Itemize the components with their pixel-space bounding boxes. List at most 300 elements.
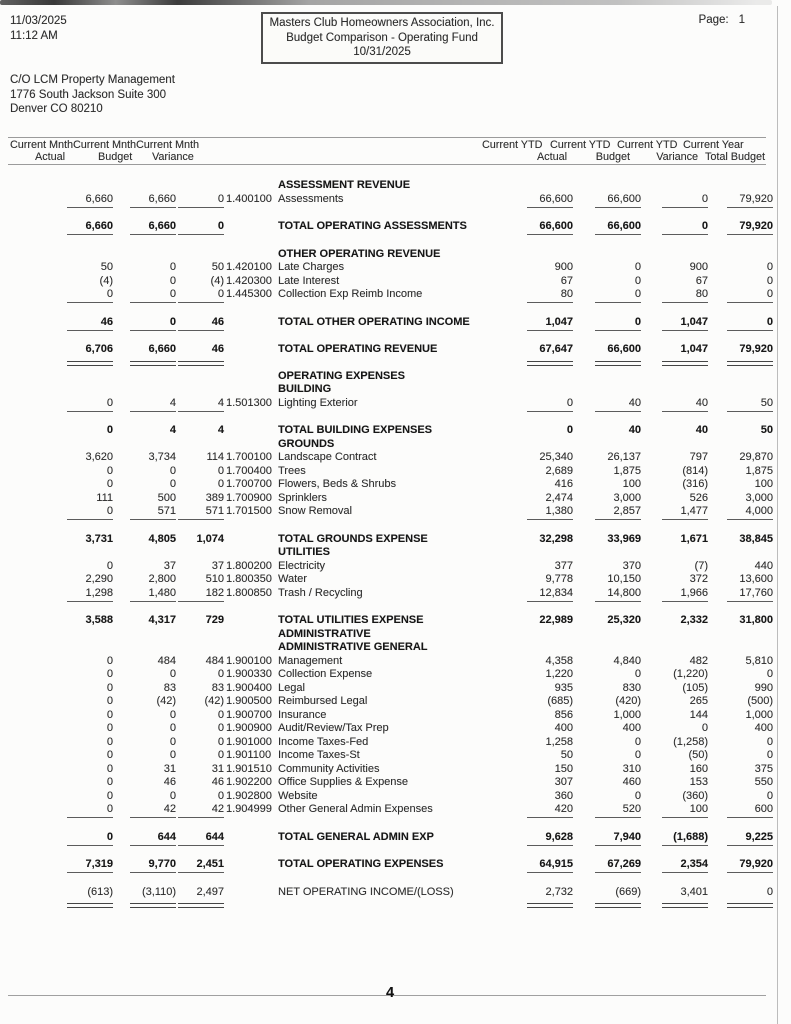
total-row xyxy=(8,220,773,234)
amount-cell xyxy=(489,899,573,912)
section-heading-row xyxy=(8,438,773,452)
amount-value: 50 xyxy=(727,397,773,412)
amount-cell xyxy=(708,722,773,735)
amount-cell xyxy=(708,357,773,370)
amount-cell xyxy=(8,899,113,912)
amount-value: 4,317 xyxy=(148,614,176,626)
amount-cell xyxy=(8,587,113,602)
amount-value: 0 xyxy=(634,749,641,761)
amount-value: 2,474 xyxy=(545,491,573,504)
amount-cell xyxy=(8,668,113,681)
report-name: Budget Comparison - Operating Fund xyxy=(286,31,478,44)
amount-cell xyxy=(573,858,641,873)
amount-cell xyxy=(708,343,773,356)
amount-cell xyxy=(8,261,113,274)
amount-cell xyxy=(708,736,773,749)
amount-cell xyxy=(489,776,573,789)
amount-cell xyxy=(641,533,708,546)
amount-cell xyxy=(573,275,641,288)
amount-value: 0 xyxy=(217,668,224,680)
column-headers xyxy=(8,137,766,165)
amount-value: 6,706 xyxy=(85,343,113,355)
account-code: 1.400100 xyxy=(226,192,272,205)
amount-cell xyxy=(708,709,773,722)
amount-value: 0 xyxy=(106,789,113,802)
amount-cell xyxy=(573,682,641,695)
amount-cell xyxy=(8,763,113,776)
account-code: 1.902800 xyxy=(226,789,272,802)
account-code: 1.445300 xyxy=(226,288,272,300)
total-label-cell xyxy=(224,424,489,437)
account-row xyxy=(8,261,773,275)
account-row xyxy=(8,465,773,479)
amount-value: 182 xyxy=(178,587,224,602)
report-title-box xyxy=(261,12,503,64)
amount-value: (42) xyxy=(156,695,176,707)
amount-cell xyxy=(8,397,113,412)
amount-cell xyxy=(113,695,176,708)
amount-cell xyxy=(708,614,773,627)
amount-value: 526 xyxy=(689,491,708,504)
amount-value: 0 xyxy=(169,708,176,721)
amount-cell xyxy=(489,357,573,370)
amount-cell xyxy=(113,533,176,546)
footer-page-number: 4 xyxy=(386,985,395,1001)
amount-value: 990 xyxy=(754,681,773,694)
total-row xyxy=(8,316,773,330)
amount-cell xyxy=(113,736,176,749)
amount-cell xyxy=(641,790,708,803)
amount-value: 5,810 xyxy=(745,654,773,667)
amount-value: 0 xyxy=(106,749,113,761)
amount-value: 482 xyxy=(689,654,708,667)
amount-value: 1,047 xyxy=(680,343,708,355)
double-rule xyxy=(595,903,641,908)
account-cell xyxy=(224,763,489,776)
amount-cell xyxy=(113,858,176,873)
amount-value: 40 xyxy=(595,397,641,412)
account-code: 1.701500 xyxy=(226,505,272,517)
amount-value: 0 xyxy=(67,288,113,303)
amount-value: 856 xyxy=(554,708,573,721)
section-label: GROUNDS xyxy=(278,437,335,450)
amount-cell xyxy=(113,478,176,491)
account-cell xyxy=(224,695,489,708)
amount-cell xyxy=(573,560,641,573)
amount-value: 1,047 xyxy=(527,316,573,331)
amount-cell xyxy=(573,776,641,789)
amount-cell xyxy=(8,357,113,370)
amount-value: 46 xyxy=(163,776,176,788)
amount-value: 0 xyxy=(106,776,113,788)
section-label: UTILITIES xyxy=(278,546,330,558)
section-heading-row xyxy=(8,179,773,193)
amount-cell xyxy=(8,533,113,546)
amount-value: 10,150 xyxy=(607,573,641,585)
amount-value: 4 xyxy=(130,397,176,412)
amount-value: 66,600 xyxy=(527,193,573,208)
amount-cell xyxy=(8,424,113,437)
amount-cell xyxy=(8,655,113,668)
amount-cell xyxy=(8,749,113,762)
amount-value: 4,840 xyxy=(613,654,641,667)
amount-value: 0 xyxy=(766,274,773,287)
double-rule xyxy=(662,361,708,366)
amount-value: 50 xyxy=(760,424,773,436)
association-name: Masters Club Homeowners Association, Inc. xyxy=(269,17,495,29)
amount-value: 0 xyxy=(217,478,224,490)
amount-value: (3,110) xyxy=(141,885,176,898)
amount-cell xyxy=(641,886,708,899)
amount-cell xyxy=(708,858,773,873)
amount-cell xyxy=(489,424,573,437)
amount-cell xyxy=(113,790,176,803)
amount-cell xyxy=(708,316,773,331)
amount-value: 50 xyxy=(560,749,573,761)
amount-value: 32,298 xyxy=(539,532,573,545)
amount-cell xyxy=(641,343,708,356)
amount-value: 46 xyxy=(178,316,224,331)
account-cell xyxy=(224,736,489,749)
amount-cell xyxy=(489,193,573,208)
amount-value: 6,660 xyxy=(130,193,176,208)
double-rule xyxy=(130,903,176,908)
amount-cell xyxy=(641,357,708,370)
amount-value: 6,660 xyxy=(148,343,176,355)
row-spacer xyxy=(8,519,773,533)
col-header-mnth-variance: Variance xyxy=(152,151,194,163)
amount-value: 100 xyxy=(662,803,708,818)
amount-cell xyxy=(708,831,773,846)
amount-value: 440 xyxy=(754,559,773,572)
amount-value: 4 xyxy=(217,424,224,436)
amount-value: 0 xyxy=(169,274,176,287)
amount-value: 67 xyxy=(560,274,573,287)
amount-value: 460 xyxy=(622,776,641,788)
amount-value: 31,800 xyxy=(739,614,773,626)
account-code: 1.901000 xyxy=(226,735,272,748)
amount-cell xyxy=(708,451,773,464)
amount-value: 67 xyxy=(695,274,708,287)
amount-value: 0 xyxy=(106,695,113,707)
amount-value: 1,380 xyxy=(527,505,573,520)
amount-value: 0 xyxy=(662,220,708,235)
col-header-mnth-budget-top: Current Mnth xyxy=(73,139,137,151)
account-cell xyxy=(224,451,489,464)
amount-cell xyxy=(113,682,176,695)
amount-value: 79,920 xyxy=(727,858,773,873)
amount-cell xyxy=(708,492,773,505)
amount-cell xyxy=(8,695,113,708)
col-header-mnth-budget: Budget xyxy=(98,151,133,163)
amount-value: 0 xyxy=(766,789,773,802)
amount-cell xyxy=(641,858,708,873)
amount-value: 0 xyxy=(566,424,573,436)
amount-cell xyxy=(641,682,708,695)
amount-cell xyxy=(573,655,641,668)
amount-value: 9,225 xyxy=(727,831,773,846)
amount-value: (105) xyxy=(682,681,708,694)
account-name: Other General Admin Expenses xyxy=(278,803,433,815)
amount-value: 571 xyxy=(130,505,176,520)
amount-value: 0 xyxy=(130,316,176,331)
amount-cell xyxy=(113,288,176,303)
total-row xyxy=(8,886,773,900)
account-cell xyxy=(224,749,489,762)
amount-value: 114 xyxy=(206,451,224,463)
amount-cell xyxy=(573,695,641,708)
amount-value: 0 xyxy=(217,722,224,734)
amount-cell xyxy=(573,886,641,899)
amount-cell xyxy=(113,424,176,437)
address-line-1: C/O LCM Property Management xyxy=(10,74,175,86)
amount-value: 6,660 xyxy=(130,220,176,235)
amount-cell xyxy=(176,749,224,762)
amount-cell xyxy=(176,261,224,274)
account-name: Trees xyxy=(278,464,306,477)
account-name: Assessments xyxy=(278,192,344,205)
amount-cell xyxy=(573,614,641,627)
account-name: Legal xyxy=(278,681,305,694)
amount-cell xyxy=(113,803,176,818)
amount-cell xyxy=(489,465,573,478)
amount-value: 153 xyxy=(689,776,708,788)
amount-value: 0 xyxy=(595,316,641,331)
amount-value: 29,870 xyxy=(739,451,773,463)
amount-value: 2,800 xyxy=(148,573,176,585)
section-label-cell xyxy=(224,370,489,383)
amount-cell xyxy=(8,343,113,356)
amount-cell xyxy=(8,316,113,331)
amount-cell xyxy=(489,478,573,491)
amount-cell xyxy=(113,614,176,627)
amount-value: 3,731 xyxy=(85,532,113,545)
amount-value: 6,660 xyxy=(67,220,113,235)
amount-cell xyxy=(489,803,573,818)
amount-cell xyxy=(641,424,708,437)
account-code: 1.900500 xyxy=(226,695,272,707)
account-code: 1.900700 xyxy=(226,708,272,721)
amount-value: 520 xyxy=(595,803,641,818)
amount-cell xyxy=(708,505,773,520)
account-row xyxy=(8,776,773,790)
amount-cell xyxy=(573,316,641,331)
row-spacer xyxy=(8,844,773,858)
total-label: TOTAL OTHER OPERATING INCOME xyxy=(278,315,470,328)
account-row xyxy=(8,193,773,207)
amount-value: (42) xyxy=(204,695,224,707)
amount-cell xyxy=(176,533,224,546)
amount-value: 0 xyxy=(67,831,113,846)
amount-value: (50) xyxy=(688,749,708,761)
account-code: 1.901100 xyxy=(226,749,272,761)
amount-cell xyxy=(573,478,641,491)
amount-cell xyxy=(489,858,573,873)
amount-cell xyxy=(8,831,113,846)
amount-cell xyxy=(113,587,176,602)
amount-cell xyxy=(176,587,224,602)
amount-cell xyxy=(573,668,641,681)
row-spacer xyxy=(8,329,773,343)
amount-value: 375 xyxy=(754,762,773,775)
amount-value: 0 xyxy=(67,397,113,412)
amount-value: 50 xyxy=(100,261,113,273)
amount-value: 144 xyxy=(689,708,708,721)
amount-value: 0 xyxy=(766,668,773,680)
amount-cell xyxy=(8,803,113,818)
row-spacer xyxy=(8,410,773,424)
amount-value: 7,319 xyxy=(67,858,113,873)
amount-cell xyxy=(176,397,224,412)
col-header-ytd-variance-top: Current YTD xyxy=(617,139,678,151)
amount-value: 0 xyxy=(217,789,224,802)
total-label-cell xyxy=(224,614,489,627)
account-code: 1.501300 xyxy=(226,396,272,409)
total-row xyxy=(8,533,773,547)
amount-value: 0 xyxy=(662,193,708,208)
amount-value: 0 xyxy=(106,559,113,572)
amount-value: 22,989 xyxy=(539,614,573,626)
amount-cell xyxy=(573,492,641,505)
report-datetime xyxy=(10,14,67,44)
amount-cell xyxy=(489,790,573,803)
section-label-cell xyxy=(224,641,489,654)
amount-cell xyxy=(573,505,641,520)
amount-value: 420 xyxy=(527,803,573,818)
amount-cell xyxy=(176,424,224,437)
amount-value: 360 xyxy=(554,789,573,802)
total-row xyxy=(8,343,773,357)
row-spacer xyxy=(8,234,773,248)
amount-cell xyxy=(489,573,573,586)
amount-cell xyxy=(708,573,773,586)
account-name: Audit/Review/Tax Prep xyxy=(278,722,389,734)
account-row xyxy=(8,763,773,777)
amount-value: 0 xyxy=(178,288,224,303)
amount-cell xyxy=(708,465,773,478)
amount-cell xyxy=(641,776,708,789)
account-cell xyxy=(224,492,489,505)
amount-cell xyxy=(176,736,224,749)
amount-value: 484 xyxy=(157,654,176,667)
amount-cell xyxy=(113,397,176,412)
amount-cell xyxy=(573,749,641,762)
amount-cell xyxy=(573,709,641,722)
total-label-cell xyxy=(224,220,489,233)
page-number xyxy=(699,14,745,26)
amount-value: 37 xyxy=(163,559,176,572)
amount-cell xyxy=(113,560,176,573)
account-name: Collection Expense xyxy=(278,668,373,680)
section-label: ADMINISTRATIVE xyxy=(278,627,371,640)
account-cell xyxy=(224,560,489,573)
amount-cell xyxy=(641,316,708,331)
amount-value: 0 xyxy=(766,261,773,273)
row-spacer xyxy=(8,302,773,316)
account-cell xyxy=(224,397,489,410)
amount-cell xyxy=(8,560,113,573)
amount-cell xyxy=(708,587,773,602)
account-cell xyxy=(224,587,489,600)
amount-value: 0 xyxy=(106,708,113,721)
account-row xyxy=(8,709,773,723)
amount-value: 3,620 xyxy=(85,451,113,463)
amount-value: 1,480 xyxy=(130,587,176,602)
section-label-cell xyxy=(224,546,489,559)
amount-value: 644 xyxy=(130,831,176,846)
amount-value: 830 xyxy=(622,681,641,694)
amount-value: 0 xyxy=(106,735,113,748)
account-code: 1.900100 xyxy=(226,654,272,667)
col-header-ytd-variance: Variance xyxy=(656,151,698,163)
amount-value: 2,497 xyxy=(196,885,224,898)
amount-value: 4,805 xyxy=(148,532,176,545)
amount-cell xyxy=(113,505,176,520)
amount-value: (4) xyxy=(210,274,224,287)
account-code: 1.900400 xyxy=(226,681,272,694)
amount-cell xyxy=(113,261,176,274)
amount-value: 2,354 xyxy=(662,858,708,873)
amount-cell xyxy=(708,886,773,899)
amount-cell xyxy=(113,722,176,735)
amount-value: (7) xyxy=(694,559,708,572)
amount-value: 6,660 xyxy=(67,193,113,208)
account-name: Water xyxy=(278,573,307,585)
row-spacer xyxy=(8,206,773,220)
amount-cell xyxy=(708,533,773,546)
col-header-ytd-budget-top: Current YTD xyxy=(550,139,611,151)
amount-cell xyxy=(113,709,176,722)
amount-value: 0 xyxy=(217,708,224,721)
amount-cell xyxy=(176,316,224,331)
amount-value: 0 xyxy=(106,478,113,490)
amount-value: 111 xyxy=(96,491,113,504)
amount-value: 2,732 xyxy=(545,885,573,898)
amount-cell xyxy=(573,261,641,274)
account-row xyxy=(8,275,773,289)
col-header-mnth-actual-top: Current Mnth xyxy=(10,139,74,151)
amount-cell xyxy=(573,722,641,735)
amount-value: 377 xyxy=(554,559,573,572)
total-label: TOTAL OPERATING ASSESSMENTS xyxy=(278,220,467,232)
account-cell xyxy=(224,776,489,789)
amount-cell xyxy=(8,220,113,235)
total-label-cell xyxy=(224,316,489,329)
amount-value: 0 xyxy=(67,803,113,818)
account-name: Reimbursed Legal xyxy=(278,695,368,707)
amount-value: 42 xyxy=(178,803,224,818)
amount-cell xyxy=(489,831,573,846)
account-code: 1.900900 xyxy=(226,722,272,734)
account-name: Collection Exp Reimb Income xyxy=(278,288,423,300)
amount-value: 79,920 xyxy=(727,193,773,208)
amount-value: 0 xyxy=(106,762,113,775)
amount-cell xyxy=(113,275,176,288)
amount-value: (316) xyxy=(682,478,708,490)
amount-cell xyxy=(113,899,176,912)
amount-cell xyxy=(641,560,708,573)
amount-cell xyxy=(641,465,708,478)
amount-cell xyxy=(708,803,773,818)
amount-value: 2,857 xyxy=(595,505,641,520)
amount-cell xyxy=(176,709,224,722)
double-rule xyxy=(527,903,573,908)
amount-cell xyxy=(176,831,224,846)
account-code: 1.700100 xyxy=(226,451,272,463)
amount-cell xyxy=(176,573,224,586)
amount-cell xyxy=(8,505,113,520)
amount-cell xyxy=(176,763,224,776)
